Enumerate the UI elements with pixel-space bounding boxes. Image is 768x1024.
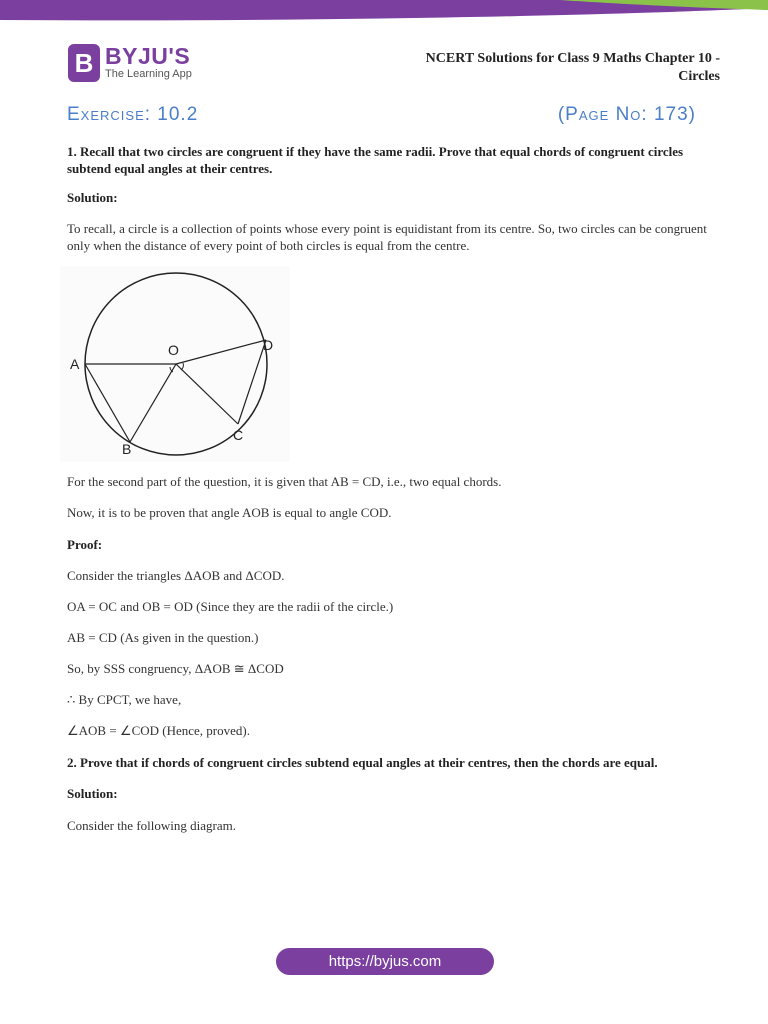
proof-line-5: ∴ By CPCT, we have,	[67, 692, 182, 707]
proof-line-3: AB = CD (As given in the question.)	[67, 630, 259, 645]
logo-mark: B	[68, 44, 100, 82]
given-line: For the second part of the question, it is given that AB = CD, i.e., two equal chords.	[67, 474, 502, 489]
to-prove-line: Now, it is to be proven that angle AOB is equal to angle COD.	[67, 505, 392, 520]
document-title: NCERT Solutions for Class 9 Maths Chapter 10 - Circles	[425, 51, 720, 84]
proof-line-2: OA = OC and OB = OD (Since they are the radii of the circle.)	[67, 599, 394, 614]
page-number: (Page No: 173)	[557, 104, 696, 125]
logo-name: BYJU'S	[105, 43, 191, 69]
exercise-title: Exercise: 10.2	[67, 104, 199, 125]
label-b: B	[122, 441, 132, 457]
proof-line-6: ∠AOB = ∠COD (Hence, proved).	[67, 723, 250, 738]
label-o: O	[168, 342, 179, 358]
top-decorative-band	[0, 0, 768, 22]
label-d: D	[263, 337, 274, 353]
byjus-logo	[68, 44, 192, 82]
footer-url-link[interactable]: https://byjus.com	[276, 948, 494, 975]
label-a: A	[70, 356, 80, 372]
recall-paragraph: To recall, a circle is a collection of points whose every point is equidistant from its centre. So, two circles can be congruent only when the distance of every point of both circles is equal from the centre.	[67, 221, 707, 253]
proof-line-4: So, by SSS congruency, ΔAOB ≅ ΔCOD	[67, 661, 284, 676]
logo-tagline: The Learning App	[105, 68, 192, 80]
solution-label-2: Solution:	[67, 786, 118, 801]
q2-line-1: Consider the following diagram.	[67, 818, 236, 833]
label-c: C	[233, 427, 244, 443]
proof-line-1: Consider the triangles ΔAOB and ΔCOD.	[67, 568, 285, 583]
proof-label: Proof:	[67, 537, 103, 552]
question-2: 2. Prove that if chords of congruent circles subtend equal angles at their centres, then the chords are equal.	[67, 755, 658, 770]
circle-diagram	[60, 266, 290, 462]
question-1: 1. Recall that two circles are congruent if they have the same radii. Prove that equal chords of congruent circles subtend equal angles at their centres.	[67, 144, 684, 176]
solution-label-1: Solution:	[67, 190, 118, 205]
